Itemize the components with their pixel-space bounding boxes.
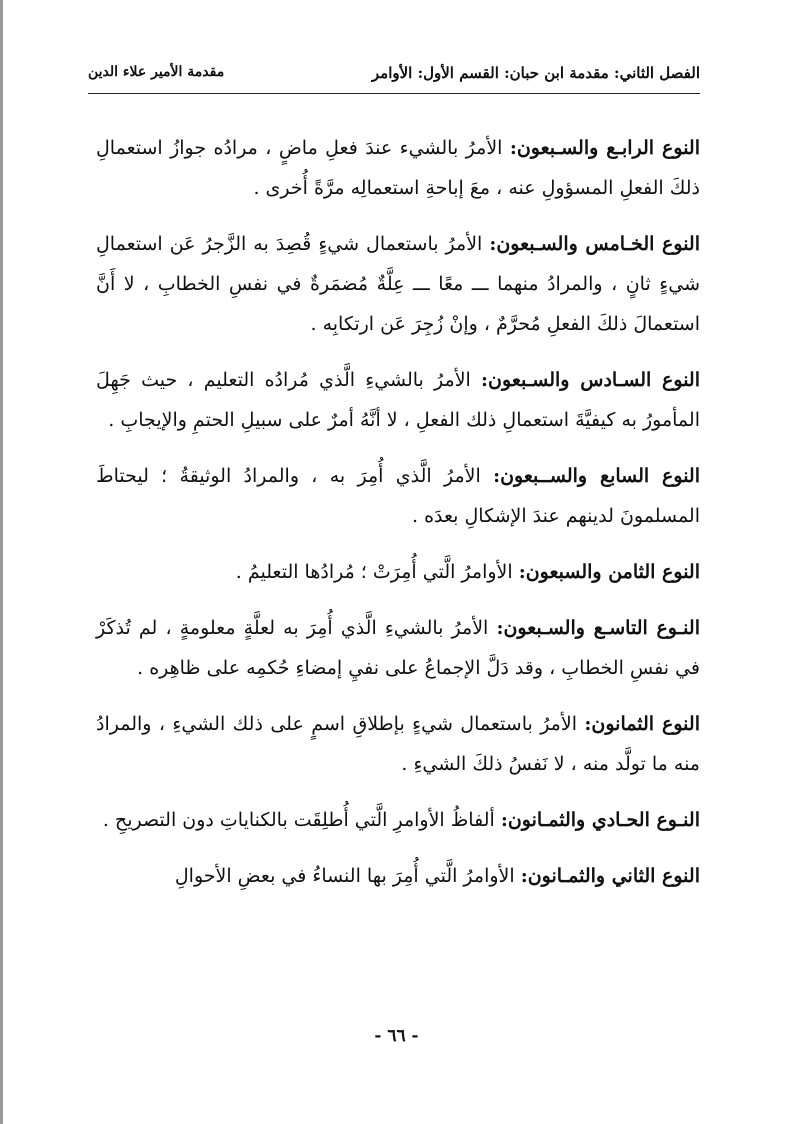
paragraph-label: النوع السابع والســبعون: <box>493 465 700 487</box>
header-divider <box>88 93 700 94</box>
paragraph-text: الأمرُ بالشيءِ الَّذي مُرادُه التعليم ، حيث جَهِلَ المأمورُ به كيفيَّةَ استعمالِ ذلك الفعلِ ، لا أنَّهُ أمرٌ على سبيلِ الحتمِ والإيجابِ . <box>96 369 700 431</box>
paragraph-text: ألفاظُ الأوامرِ الَّتي أُطلِقَت بالكناياتِ دون التصريحِ . <box>102 809 501 831</box>
paragraph-text: الأمرُ باستعمال شيءٍ بإطلاقِ اسمٍ على ذلك الشيءِ ، والمرادُ منه ما تولَّد منه ، لا نَفسُ ذلكَ الشيءِ . <box>96 713 700 775</box>
paragraph-type-74 <box>96 128 700 208</box>
paragraph-type-80 <box>96 704 700 784</box>
paragraph-label: النوع الرابـع والسـبعون: <box>509 137 701 159</box>
paragraph-label: النوع الثمانون: <box>584 713 700 735</box>
paragraph-label: النوع الثامن والسبعون: <box>518 561 700 583</box>
paragraph-label: النوع الخـامس والسـبعون: <box>489 233 700 255</box>
page-body <box>96 128 700 912</box>
paragraph-label: النوع الثاني والثمـانون: <box>520 865 700 887</box>
paragraph-text: الأوامرُ الَّتي أُمِرَتْ ؛ مُرادُها التعليمُ . <box>235 561 519 583</box>
paragraph-text: الأوامرُ الَّتي أُمِرَ بها النساءُ في بعضِ الأحوالِ <box>174 865 521 887</box>
page-number: - ٦٦ - <box>374 1026 419 1046</box>
paragraph-label: النوع السـادس والسـبعون: <box>481 369 701 391</box>
paragraph-type-76 <box>96 360 700 440</box>
paragraph-type-79 <box>96 608 700 688</box>
paragraph-type-77 <box>96 456 700 536</box>
book-title: مقدمة الأمير علاء الدين <box>88 64 225 80</box>
paragraph-type-81 <box>96 800 700 840</box>
paragraph-text: الأمرُ بالشيءِ الَّذي أُمِرَ به لعلَّةٍ معلومةٍ ، لم تُذكَرْ في نفسِ الخطابِ ، وقد دَلَّ الإجماعُ على نفيِ إمضاءِ حُكمِه على ظاهِره . <box>96 617 700 679</box>
page-header <box>88 58 700 92</box>
paragraph-label: النـوع التاسـع والسـبعون: <box>496 617 700 639</box>
scan-edge <box>0 0 3 1124</box>
paragraph-type-82 <box>96 856 700 896</box>
paragraph-text: الأمرُ باستعمال شيءٍ قُصِدَ به الزَّجرُ عَن استعمالِ شيءٍ ثانٍ ، والمرادُ منهما ـــ معًا ـــ عِلَّةٌ مُضمَرةٌ في نفسِ الخطابِ ، لا أَنَّ استعمالَ ذلكَ الفعلِ مُحرَّمٌ ، وإنْ زُجِرَ عَن ارتكابِه . <box>96 233 700 335</box>
paragraph-label: النـوع الحـادي والثمـانون: <box>500 809 700 831</box>
paragraph-text: الأمرُ الَّذي أُمِرَ به ، والمرادُ الوثيقةُ ؛ ليحتاطَ المسلمونَ لدينهم عندَ الإشكالِ بعدَه . <box>96 465 700 527</box>
paragraph-type-78 <box>96 552 700 592</box>
chapter-title: الفصل الثاني: مقدمة ابن حبان: القسم الأول: الأوامر <box>371 64 700 82</box>
paragraph-text: الأمرُ بالشيء عندَ فعلِ ماضٍ ، مرادُه جوازُ استعمالِ ذلكَ الفعلِ المسؤولِ عنه ، معَ إباحةِ استعمالِه مرَّةً أُخرى . <box>96 137 700 199</box>
paragraph-type-75 <box>96 224 700 344</box>
